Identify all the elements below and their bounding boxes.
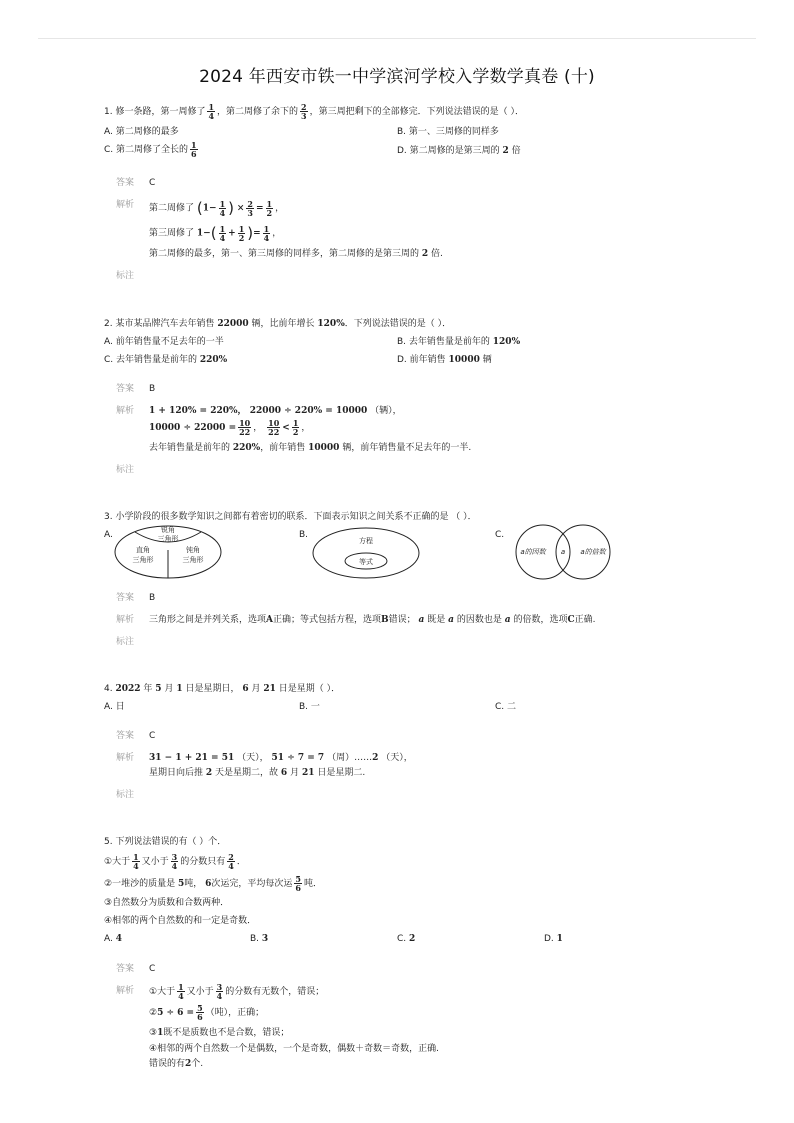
q5-stem: 5. 下列说法错误的有（ ）个． — [104, 837, 227, 847]
q3-diagram-b — [311, 526, 421, 580]
q1-answer-label: 答案 — [116, 178, 135, 188]
q4-option-b[interactable]: B. 一 — [299, 702, 320, 712]
q2-analysis-line3: 去年销售量是前年的 220%，前年销售 10000 辆，前年销售量不足去年的一半. — [149, 443, 472, 453]
q3-analysis: 三角形之间是并列关系，选项A正确；等式包括方程，选项B错误； a 既是 a 的因数也是 a 的倍数，选项C正确. — [149, 615, 596, 625]
q1-answer: C — [149, 178, 156, 188]
q5-analysis-line4: ④相邻的两个自然数一个是偶数，一个是奇数，偶数＋奇数＝奇数，正确. — [149, 1044, 439, 1054]
q2-analysis-line1: 1 + 120% = 220%， 22000 ÷ 220% = 10000 （辆）， — [149, 406, 402, 416]
q4-analysis-line2: 星期日向后推 2 天是星期二，故 6 月 21 日是星期二. — [149, 768, 366, 778]
q3-option-a[interactable]: A. — [104, 530, 113, 540]
q2-analysis-label: 解析 — [116, 406, 135, 416]
q2-option-b[interactable]: B. 去年销售量是前年的 120% — [397, 337, 521, 347]
svg-text:a的倍数: a的倍数 — [580, 548, 606, 556]
q2-stem: 2. 某市某品牌汽车去年销售 22000 辆，比前年增长 120%．下列说法错误的是（ ）． — [104, 319, 452, 329]
q3-diagram-a — [113, 524, 223, 580]
fraction: $\frac{1}{6}$ — [191, 140, 197, 159]
q5-analysis-line1: ①大于 $\frac{1}{4}$ 又小于 $\frac{3}{4}$ 的分数有无数个，错误； — [149, 982, 325, 1001]
q5-analysis-line3: ③1既不是质数也不是合数，错误； — [149, 1028, 290, 1038]
q3-answer: B — [149, 593, 156, 603]
svg-text:钝角三角形: 钝角三角形 — [182, 546, 204, 564]
q4-analysis-line1: 31 − 1 + 21 = 51 （天）， 51 ÷ 7 = 7 （周）……2 （天）， — [149, 753, 413, 763]
q5-analysis-label: 解析 — [116, 986, 135, 996]
svg-text:a的因数: a的因数 — [520, 548, 546, 556]
q1-option-d[interactable]: D. 第二周修的是第三周的 2 倍 — [397, 146, 521, 156]
q4-answer: C — [149, 731, 156, 741]
q5-answer: C — [149, 964, 156, 974]
svg-text:方程: 方程 — [359, 537, 373, 545]
q3-analysis-label: 解析 — [116, 615, 135, 625]
q1-option-a[interactable]: A. 第二周修的最多 — [104, 127, 179, 137]
svg-text:锐角三角形: 锐角三角形 — [157, 526, 179, 543]
svg-text:等式: 等式 — [359, 558, 373, 566]
q1-analysis-line2: 第三周修了 1−( $\frac{1}{4}$ + $\frac{1}{2}$ )= $\frac{1}{4}$ ， — [149, 223, 282, 243]
q5-statement-2: ②一堆沙的质量是 5吨， 6次运完，平均每次运 $\frac{5}{6}$ 吨． — [104, 874, 322, 893]
q5-analysis-line2: ②5 ÷ 6 = $\frac{5}{6}$ （吨），正确； — [149, 1003, 265, 1022]
q5-option-c[interactable]: C. 2 — [397, 934, 416, 944]
q2-analysis-line2: 10000 ÷ 22000 = $\frac{10}{22}$ ， $\frac{10}{22}$ < $\frac{1}{2}$ ， — [149, 418, 311, 437]
q5-option-b[interactable]: B. 3 — [250, 934, 269, 944]
q4-analysis-label: 解析 — [116, 753, 135, 763]
q3-note-label: 标注 — [116, 637, 135, 647]
q2-option-a[interactable]: A. 前年销售量不足去年的一半 — [104, 337, 224, 347]
q5-option-a[interactable]: A. 4 — [104, 934, 122, 944]
q5-analysis-line5: 错误的有2个. — [149, 1059, 204, 1069]
q3-option-b[interactable]: B. — [299, 530, 309, 540]
q4-answer-label: 答案 — [116, 731, 135, 741]
q5-statement-4: ④相邻的两个自然数的和一定是奇数． — [104, 916, 257, 926]
q1-note-label: 标注 — [116, 271, 135, 281]
q4-note-label: 标注 — [116, 790, 135, 800]
q1-analysis-label: 解析 — [116, 200, 135, 210]
q2-note-label: 标注 — [116, 465, 135, 475]
q5-statement-3: ③自然数分为质数和合数两种． — [104, 898, 230, 908]
page-title: 2024 年西安市铁一中学滨河学校入学数学真卷 (十) — [199, 67, 595, 87]
q3-diagram-c — [507, 524, 619, 580]
q5-statement-1: ①大于 $\frac{1}{4}$ 又小于 $\frac{3}{4}$ 的分数只有 $\frac{2}{4}$ ． — [104, 852, 246, 871]
svg-text:直角三角形: 直角三角形 — [132, 546, 154, 564]
q2-option-c[interactable]: C. 去年销售量是前年的 220% — [104, 355, 228, 365]
q2-answer: B — [149, 384, 156, 394]
q1-analysis-line1: 第二周修了 (1− $\frac{1}{4}$ ) × $\frac{2}{3}$ = $\frac{1}{2}$ ， — [149, 198, 285, 218]
q5-answer-label: 答案 — [116, 964, 135, 974]
svg-text:a: a — [560, 548, 566, 556]
q4-option-a[interactable]: A. 日 — [104, 702, 125, 712]
q3-stem: 3. 小学阶段的很多数学知识之间都有着密切的联系．下面表示知识之间关系不正确的是 （ ）． — [104, 512, 477, 522]
fraction: $\frac{2}{3}$ — [301, 102, 307, 121]
fraction: $\frac{1}{4}$ — [208, 102, 215, 121]
q5-option-d[interactable]: D. 1 — [544, 934, 563, 944]
q1-option-b[interactable]: B. 第一、三周修的同样多 — [397, 127, 499, 137]
q2-answer-label: 答案 — [116, 384, 135, 394]
top-divider — [38, 38, 756, 39]
q3-answer-label: 答案 — [116, 593, 135, 603]
q4-option-c[interactable]: C. 二 — [495, 702, 517, 712]
q1-option-c[interactable]: C. 第二周修了全长的 $\frac{1}{6}$ — [104, 140, 197, 159]
q1-stem: 1. 修一条路，第一周修了 $\frac{1}{4}$ ，第二周修了余下的 $\frac{2}{3}$ ，第三周把剩下的全部修完．下列说法错误的是（ ）． — [104, 102, 524, 121]
q1-analysis-line3: 第二周修的最多，第一、第三周修的同样多，第二周修的是第三周的 2 倍. — [149, 249, 443, 259]
q2-option-d[interactable]: D. 前年销售 10000 辆 — [397, 355, 492, 365]
q4-stem: 4. 2022 年 5 月 1 日是星期日， 6 月 21 日是星期（ ）． — [104, 684, 341, 694]
q3-option-c[interactable]: C. — [495, 530, 505, 540]
